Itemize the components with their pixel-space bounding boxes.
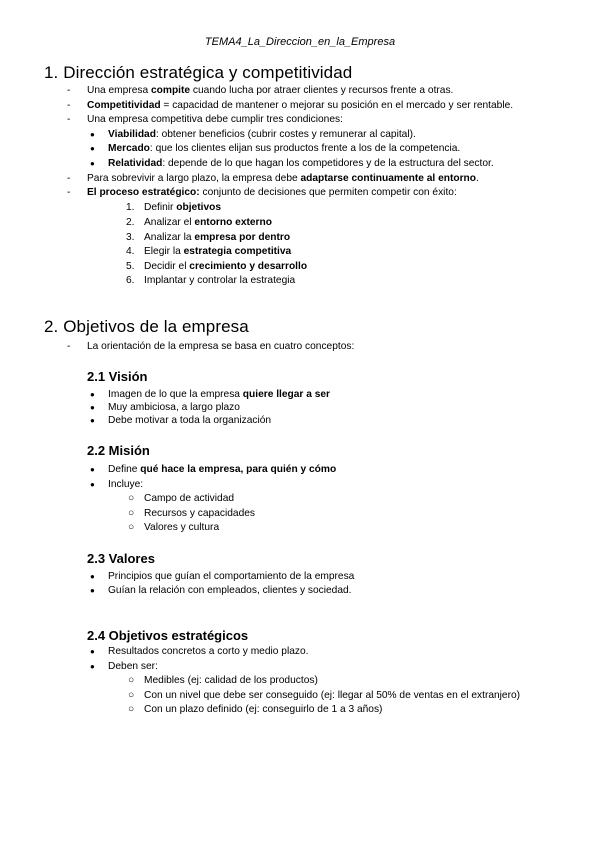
circle-marker: ○ xyxy=(128,690,135,701)
mision-sub-item: Recursos y capacidades xyxy=(144,508,255,519)
dash-marker: - xyxy=(67,114,71,125)
bullet-marker: ● xyxy=(90,586,95,595)
objetivos-bullet: Resultados concretos a corto y medio plazo. xyxy=(108,646,309,657)
s1-line-competitividad: Competitividad = capacidad de mantener o mejorar su posición en el mercado y ser rentable. xyxy=(87,100,514,111)
bullet-marker: ● xyxy=(90,647,95,656)
step-item: Implantar y controlar la estrategia xyxy=(144,275,296,286)
vision-heading: 2.1 Visión xyxy=(87,369,148,384)
step-number: 2. xyxy=(126,217,135,228)
step-item: Definir objetivos xyxy=(144,202,222,213)
dash-marker: - xyxy=(67,85,71,96)
valores-bullet: Principios que guían el comportamiento de la empresa xyxy=(108,571,355,582)
s1-line-proceso: El proceso estratégico: conjunto de decisiones que permiten competir con éxito: xyxy=(87,187,457,198)
objetivos-bullet: Deben ser: xyxy=(108,661,158,672)
s1-line-compite: Una empresa compite cuando lucha por atraer clientes y recursos frente a otras. xyxy=(87,85,454,96)
bullet-marker: ● xyxy=(90,465,95,474)
bullet-marker: ● xyxy=(90,572,95,581)
valores-bullet: Guían la relación con empleados, clientes y sociedad. xyxy=(108,585,352,596)
dash-marker: - xyxy=(67,187,71,198)
dash-marker: - xyxy=(67,173,71,184)
section-2-heading: 2. Objetivos de la empresa xyxy=(44,317,249,336)
step-number: 3. xyxy=(126,232,135,243)
bullet-marker: ● xyxy=(90,390,95,399)
mision-sub-item: Campo de actividad xyxy=(144,493,235,504)
circle-marker: ○ xyxy=(128,493,135,504)
step-number: 5. xyxy=(126,261,135,272)
step-item: Analizar la empresa por dentro xyxy=(144,232,291,243)
bullet-marker: ● xyxy=(90,403,95,412)
bullet-marker: ● xyxy=(90,159,95,168)
bullet-marker: ● xyxy=(90,662,95,671)
dash-marker: - xyxy=(67,100,71,111)
circle-marker: ○ xyxy=(128,522,135,533)
dash-marker: - xyxy=(67,341,71,352)
bullet-marker: ● xyxy=(90,416,95,425)
condition-viabilidad: Viabilidad: obtener beneficios (cubrir costes y remunerar al capital). xyxy=(108,129,416,140)
step-item: Decidir el crecimiento y desarrollo xyxy=(144,261,308,272)
mision-bullet: Incluye: xyxy=(108,479,144,490)
step-item: Elegir la estrategia competitiva xyxy=(144,246,292,257)
vision-bullet: Debe motivar a toda la organización xyxy=(108,415,272,426)
step-number: 6. xyxy=(126,275,135,286)
objetivos-sub-item: Con un plazo definido (ej: conseguirlo de 1 a 3 años) xyxy=(144,704,383,715)
objetivos-sub-item: Medibles (ej: calidad de los productos) xyxy=(144,675,318,686)
condition-relatividad: Relatividad: depende de lo que hagan los competidores y de la estructura del sector. xyxy=(108,158,494,169)
mision-heading: 2.2 Misión xyxy=(87,443,150,458)
bullet-marker: ● xyxy=(90,480,95,489)
s2-intro: La orientación de la empresa se basa en cuatro conceptos: xyxy=(87,341,355,352)
section-1-heading: 1. Dirección estratégica y competitividad xyxy=(44,63,353,82)
step-number: 1. xyxy=(126,202,135,213)
condition-mercado: Mercado: que los clientes elijan sus productos frente a los de la competencia. xyxy=(108,143,461,154)
bullet-marker: ● xyxy=(90,144,95,153)
step-item: Analizar el entorno externo xyxy=(144,217,272,228)
objetivos-heading: 2.4 Objetivos estratégicos xyxy=(87,628,249,643)
mision-bullet: Define qué hace la empresa, para quién y cómo xyxy=(108,464,337,475)
mision-sub-item: Valores y cultura xyxy=(144,522,220,533)
valores-heading: 2.3 Valores xyxy=(87,551,155,566)
step-number: 4. xyxy=(126,246,135,257)
vision-bullet: Muy ambiciosa, a largo plazo xyxy=(108,402,240,413)
circle-marker: ○ xyxy=(128,508,135,519)
s1-line-sobrevivir: Para sobrevivir a largo plazo, la empresa debe adaptarse continuamente al entorno. xyxy=(87,173,479,184)
circle-marker: ○ xyxy=(128,704,135,715)
s1-line-condiciones: Una empresa competitiva debe cumplir tres condiciones: xyxy=(87,114,343,125)
objetivos-sub-item: Con un nivel que debe ser conseguido (ej: llegar al 50% de ventas en el extranjero) xyxy=(144,690,521,701)
bullet-marker: ● xyxy=(90,130,95,139)
vision-bullet: Imagen de lo que la empresa quiere llegar a ser xyxy=(108,389,331,400)
circle-marker: ○ xyxy=(128,675,135,686)
page-header: TEMA4_La_Direccion_en_la_Empresa xyxy=(204,36,396,48)
